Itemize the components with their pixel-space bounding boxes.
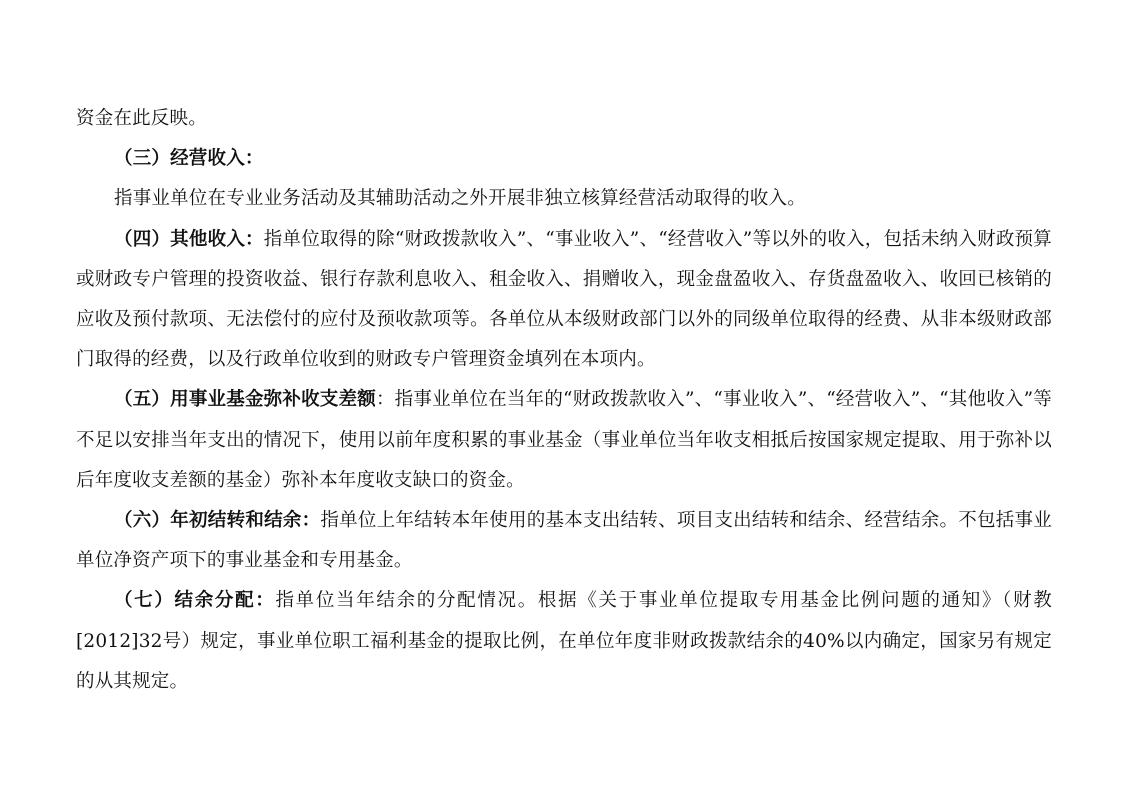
section-heading: （三）经营收入：: [114, 148, 264, 170]
paragraph-text: 指单位取得的除“财政拨款收入”、“事业收入”、“经营收入”等以外的收入，包括未纳入财政预算或财政专户管理的投资收益、银行存款利息收入、租金收入、捐赠收入，现金盘盈收入、存货盘盈收入、收回已核销的应收及预付款项、无法偿付的应付及预收款项等。各单位从本级财政部门以外的同级单位取得的经费、从非本级财政部门取得的经费，以及行政单位收到的财政专户管理资金填列在本项内。: [76, 228, 1052, 371]
paragraph-text: 指单位当年结余的分配情况。根据《关于事业单位提取专用基金比例问题的通知》（财教[2012]32号）规定，事业单位职工福利基金的提取比例，在单位年度非财政拨款结余的40%以内确定，国家另有规定的从其规定。: [76, 590, 1052, 692]
paragraph-text: 指事业单位在专业业务活动及其辅助活动之外开展非独立核算经营活动取得的收入。: [114, 188, 806, 210]
section-heading: （六）年初结转和结余：: [114, 510, 321, 532]
section-heading: （五）用事业基金弥补收支差额: [114, 389, 376, 411]
paragraph-carryover: [76, 501, 1052, 581]
section-heading: （七）结余分配：: [114, 590, 276, 612]
paragraph-text: 资金在此反映。: [76, 108, 207, 129]
section-heading-business-income: [76, 139, 1052, 179]
paragraph-text: ：指事业单位在当年的“财政拨款收入”、“事业收入”、“经营收入”、“其他收入”等不足以安排当年支出的情况下，使用以前年度积累的事业基金（事业单位当年收支相抵后按国家规定提取、用于弥补以后年度收支差额的基金）弥补本年度收支缺口的资金。: [76, 389, 1052, 491]
paragraph-fund-offset: [76, 380, 1052, 501]
paragraph-surplus-distribution: [76, 581, 1052, 702]
document-body: [76, 99, 1052, 702]
paragraph-business-income: [76, 179, 1052, 219]
paragraph-text: 指单位上年结转本年使用的基本支出结转、项目支出结转和结余、经营结余。不包括事业单位净资产项下的事业基金和专用基金。: [76, 510, 1052, 572]
paragraph-other-income: [76, 220, 1052, 381]
section-heading: （四）其他收入：: [114, 228, 264, 250]
paragraph-continuation: [76, 99, 1052, 139]
